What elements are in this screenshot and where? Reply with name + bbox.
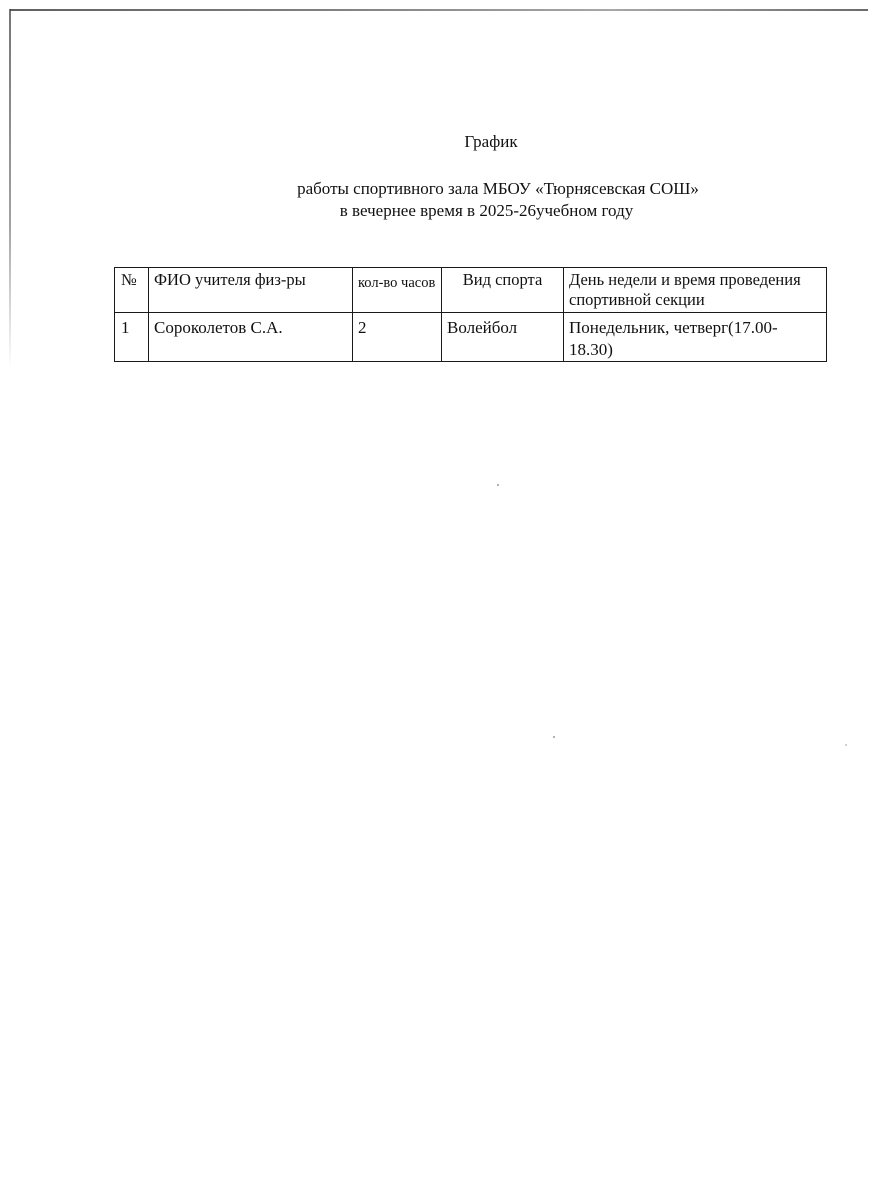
scan-border-top [10,9,868,11]
cell-teacher: Сороколетов С.А. [149,313,353,362]
scan-speck [497,484,499,486]
header-teacher: ФИО учителя физ-ры [149,268,353,313]
cell-schedule: Понедельник, четверг(17.00-18.30) [564,313,827,362]
header-sport: Вид спорта [442,268,564,313]
document-subtitle [0,178,872,222]
table-row [115,313,827,362]
subtitle-line-1: работы спортивного зала МБОУ «Тюрнясевская СОШ» [297,179,699,198]
header-schedule: День недели и время проведения спортивной секции [564,268,827,313]
schedule-table [114,267,827,362]
header-hours: кол-во часов [353,268,442,313]
table-header-row [115,268,827,313]
cell-sport: Волейбол [442,313,564,362]
scan-speck [553,736,555,738]
scan-speck [845,744,847,746]
cell-number: 1 [115,313,149,362]
subtitle-line-2: в вечернее время в 2025-26учебном году [339,201,634,220]
cell-hours: 2 [353,313,442,362]
header-number: № [115,268,149,313]
document-title: График [464,132,518,151]
